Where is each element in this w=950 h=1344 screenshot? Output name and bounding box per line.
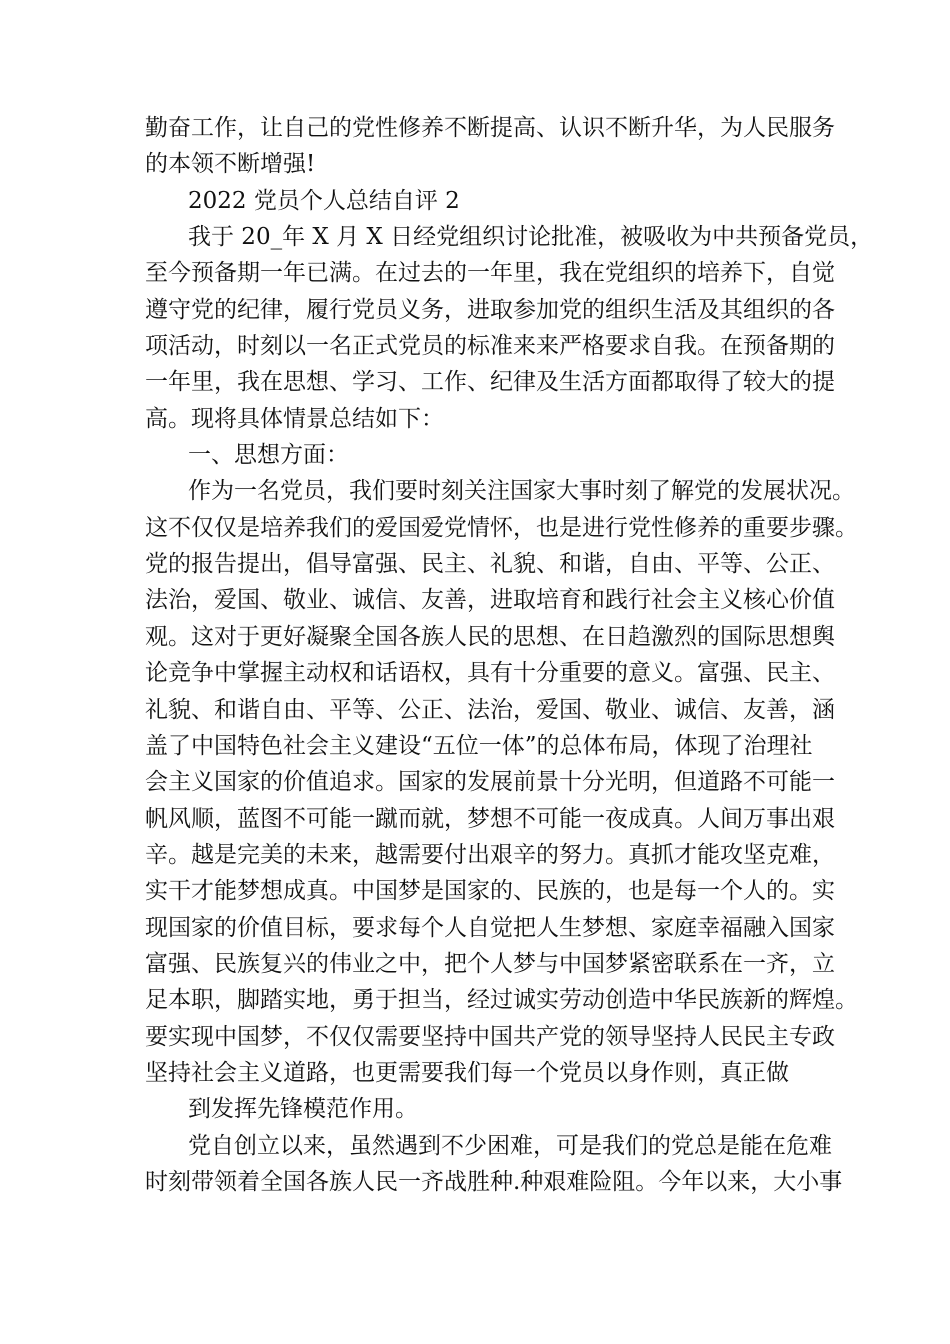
text-line: 到发挥先锋模范作用。: [188, 1096, 418, 1123]
text-line: 这不仅仅是培养我们的爱国爱党情怀，也是进行党性修养的重要步骤。: [145, 514, 858, 541]
text-line: 富强、民族复兴的伟业之中，把个人梦与中国梦紧密联系在一齐，立: [145, 950, 835, 977]
text-line: 帆风顺，蓝图不可能一蹴而就，梦想不可能一夜成真。人间万事出艰: [145, 805, 835, 832]
text-line: 一、思想方面：: [188, 442, 349, 469]
document-body: [145, 110, 874, 1200]
text-line: 现国家的价值目标，要求每个人自觉把人生梦想、家庭幸福融入国家: [145, 914, 835, 941]
text-line: 足本职，脚踏实地，勇于担当，经过诚实劳动创造中华民族新的辉煌。: [145, 987, 858, 1014]
text-line: 盖了中国特色社会主义建设“五位一体”的总体布局，体现了治理社: [145, 732, 813, 759]
text-line: 党的报告提出，倡导富强、民主、礼貌、和谐，自由、平等、公正、: [145, 551, 835, 578]
text-line: 勤奋工作，让自己的党性修养不断提高、认识不断升华，为人民服务: [145, 115, 835, 141]
text-line: 作为一名党员，我们要时刻关注国家大事时刻了解党的发展状况。: [188, 478, 855, 505]
text-line: 的本领不断增强!: [145, 151, 316, 178]
text-line: 我于 20_年 X 月 X 日经党组织讨论批准，被吸收为中共预备党员，: [188, 224, 874, 251]
text-line: 项活动，时刻以一名正式党员的标准来来严格要求自我。在预备期的: [145, 333, 835, 360]
text-line: 至今预备期一年已满。在过去的一年里，我在党组织的培养下，自觉: [145, 260, 835, 287]
text-line: 法治，爱国、敬业、诚信、友善，进取培育和践行社会主义核心价值: [145, 587, 835, 614]
text-line: 遵守党的纪律，履行党员义务，进取参加党的组织生活及其组织的各: [145, 296, 835, 323]
text-line: 实干才能梦想成真。中国梦是国家的、民族的，也是每一个人的。实: [145, 878, 835, 905]
text-line: 要实现中国梦，不仅仅需要坚持中国共产党的领导坚持人民民主专政: [145, 1023, 835, 1050]
text-line: 坚持社会主义道路，也更需要我们每一个党员以身作则，真正做: [145, 1059, 789, 1086]
text-line: 2022 党员个人总结自评 2: [188, 187, 460, 214]
text-line: 会主义国家的价值追求。国家的发展前景十分光明，但道路不可能一: [145, 769, 835, 796]
text-line: 高。现将具体情景总结如下：: [145, 405, 444, 432]
text-line: 礼貌、和谐自由、平等、公正、法治，爱国、敬业、诚信、友善，涵: [145, 696, 835, 723]
text-line: 论竞争中掌握主动权和话语权，具有十分重要的意义。富强、民主、: [145, 660, 835, 687]
text-line: 一年里，我在思想、学习、工作、纪律及生活方面都取得了较大的提: [145, 369, 835, 396]
text-line: 辛。越是完美的未来，越需要付出艰辛的努力。真抓才能攻坚克难，: [145, 841, 835, 868]
text-line: 观。这对于更好凝聚全国各族人民的思想、在日趋激烈的国际思想舆: [145, 623, 835, 650]
text-line: 时刻带领着全国各族人民一齐战胜种.种艰难险阻。今年以来，大小事: [145, 1168, 843, 1195]
text-line: 党自创立以来，虽然遇到不少困难，可是我们的党总是能在危难: [188, 1132, 832, 1159]
